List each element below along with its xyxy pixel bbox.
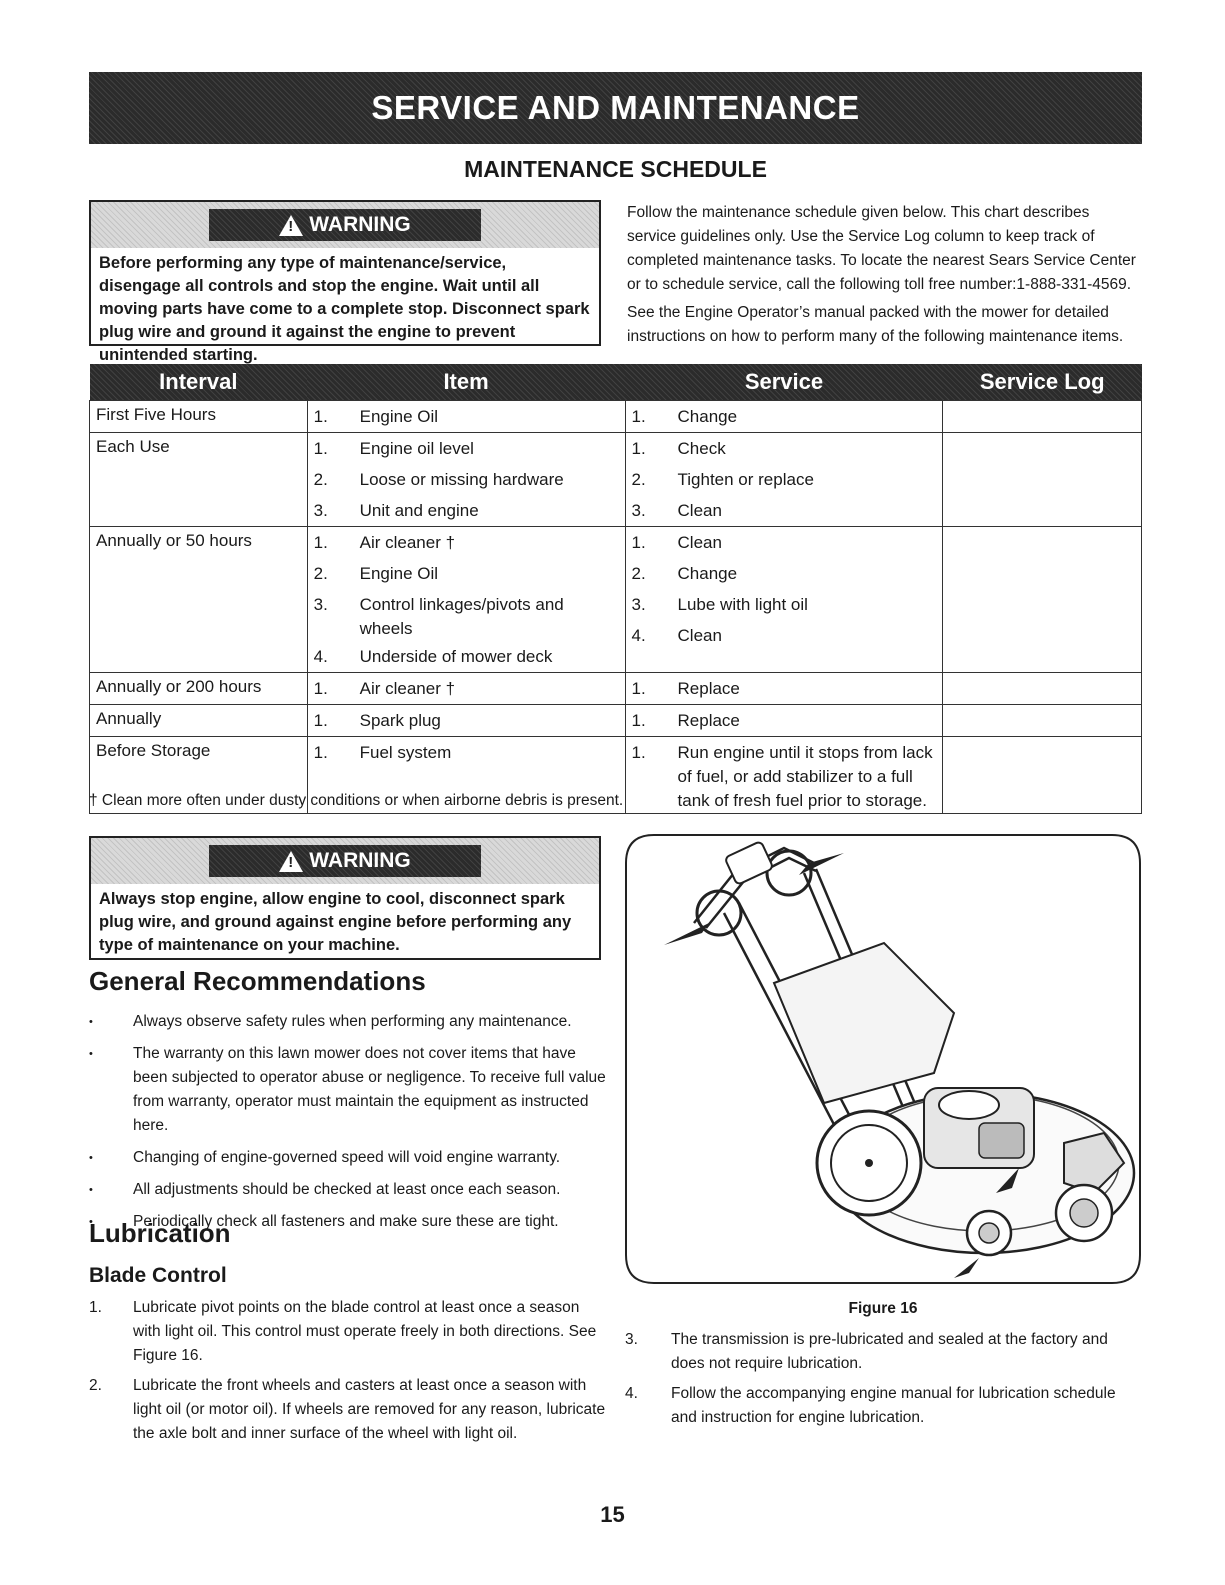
list-item: 4. Follow the accompanying engine manual for lubrication schedule and instruction for engine lubrication.: [625, 1385, 1116, 1426]
item-cell: [307, 527, 625, 673]
service-cell: [625, 673, 943, 705]
table-row: [90, 705, 1142, 737]
table-footnote: † Clean more often under dusty conditions or when airborne debris is present.: [89, 792, 624, 809]
list-item: • All adjustments should be checked at least once each season.: [89, 1178, 609, 1202]
warning-header: [91, 838, 599, 884]
lubrication-steps-right: [625, 1328, 1145, 1436]
cell-line: 1. Air cleaner †: [313, 533, 456, 552]
section-banner: [89, 72, 1142, 144]
service-cell: [625, 705, 943, 737]
service-log-cell[interactable]: [943, 527, 1142, 673]
column-header-item: Item: [443, 369, 489, 394]
warning-text: Always stop engine, allow engine to cool, disconnect spark plug wire, and ground against engine before performing any type of maintenance on your machine.: [99, 890, 572, 954]
cell-line: 4. Clean: [631, 626, 722, 645]
cell-line: 1. Clean: [631, 533, 722, 552]
service-cell: [625, 433, 943, 527]
service-log-cell[interactable]: [943, 673, 1142, 705]
cell-line: 1. Spark plug: [313, 711, 441, 730]
list-item: 2. Lubricate the front wheels and casters at least once a season with light oil (or motor oil). If wheels are removed for any reason, lubricate the axle bolt and inner surface of the wheel with light oil.: [89, 1377, 606, 1442]
cell-line: 1. Change: [631, 407, 738, 426]
column-header-service: Service: [744, 369, 824, 394]
cell-line: 1. Replace: [631, 711, 740, 730]
warning-label: WARNING: [309, 849, 411, 872]
warning-triangle-icon: [279, 851, 303, 872]
general-recommendations-list: [89, 1010, 609, 1242]
table-row: [90, 433, 1142, 527]
maintenance-schedule-table: [89, 364, 1142, 814]
cell-line: 1. Check: [631, 439, 726, 458]
page-number: 15: [600, 1502, 625, 1527]
lawn-mower-illustration: [624, 833, 1142, 1285]
service-cell: [625, 401, 943, 433]
cell-line: 1. Engine oil level: [313, 439, 474, 458]
cell-line: 1. Engine Oil: [313, 407, 439, 426]
list-item: 1. Lubricate pivot points on the blade control at least once a season with light oil. This control must operate freely in both directions. See Figure 16.: [89, 1299, 597, 1364]
warning-header: [91, 202, 599, 248]
interval-cell: First Five Hours: [90, 401, 308, 433]
cell-line: 2. Change: [631, 564, 738, 583]
list-item: • The warranty on this lawn mower does not cover items that have been subjected to operator abuse or negligence. To receive full value from warranty, operator must maintain the equipment as instructed here.: [89, 1042, 609, 1138]
cell-line: 1. Run engine until it stops from lack of fuel, or add stabilizer to a full tank of fresh fuel prior to storage.: [631, 743, 933, 810]
list-item: 3. The transmission is pre-lubricated and sealed at the factory and does not require lubrication.: [625, 1331, 1108, 1372]
service-log-cell[interactable]: [943, 705, 1142, 737]
list-item: • Changing of engine-governed speed will void engine warranty.: [89, 1146, 609, 1170]
interval-cell: Annually or 50 hours: [90, 527, 308, 673]
list-item: • Always observe safety rules when performing any maintenance.: [89, 1010, 609, 1034]
cell-line: 3. Unit and engine: [313, 501, 479, 520]
interval-cell: Annually or 200 hours: [90, 673, 308, 705]
cell-line: 3. Clean: [631, 501, 722, 520]
item-cell: [307, 401, 625, 433]
cell-line: 2. Loose or missing hardware: [313, 470, 564, 489]
interval-cell: Before Storage: [90, 737, 308, 814]
interval-cell: Each Use: [90, 433, 308, 527]
column-header-interval: Interval: [159, 369, 238, 394]
table-row: [90, 673, 1142, 705]
service-cell: [625, 737, 943, 814]
item-cell: [307, 433, 625, 527]
cell-line: 1. Fuel system: [313, 743, 452, 762]
lubrication-steps-left: [89, 1296, 609, 1452]
figure-caption: Figure 16: [848, 1300, 918, 1317]
blade-control-subheading: Blade Control: [89, 1264, 227, 1287]
service-log-cell[interactable]: [943, 433, 1142, 527]
intro-paragraph: Follow the maintenance schedule given below. This chart describes service guidelines only. Use the Service Log column to keep track of completed maintenance tasks. To locate the nearest Sears Service Center or to schedule service, call the following toll free number:1-888-331-4569.: [627, 204, 1136, 293]
schedule-title: MAINTENANCE SCHEDULE: [464, 156, 767, 182]
section-title: SERVICE AND MAINTENANCE: [371, 89, 860, 126]
cell-line: 4. Underside of mower deck: [313, 647, 553, 666]
lubrication-heading: Lubrication: [89, 1218, 231, 1248]
table-row: [90, 401, 1142, 433]
item-cell: [307, 673, 625, 705]
warning-box-bottom: [89, 836, 601, 960]
warning-box-top: [89, 200, 601, 364]
warning-text: Before performing any type of maintenance/service, disengage all controls and stop the engine. Wait until all moving parts have come to a complete stop. Disconnect spark plug wire and ground it against the engine to prevent unintended starting.: [99, 254, 590, 364]
service-log-cell[interactable]: [943, 401, 1142, 433]
cell-line: 2. Engine Oil: [313, 564, 439, 583]
cell-line: 1. Replace: [631, 679, 740, 698]
cell-line: 3. Lube with light oil: [631, 595, 808, 614]
cell-line: 3. Control linkages/pivots and wheels: [313, 595, 564, 638]
column-header-service-log: Service Log: [979, 369, 1105, 394]
general-recommendations-heading: General Recommendations: [89, 966, 426, 996]
item-cell: [307, 705, 625, 737]
cell-line: 2. Tighten or replace: [631, 470, 814, 489]
service-cell: [625, 527, 943, 673]
figure-16-illustration: [624, 833, 1142, 1285]
intro-text: [627, 201, 1142, 353]
intro-paragraph: See the Engine Operator’s manual packed with the mower for detailed instructions on how to perform many of the following maintenance items.: [627, 304, 1124, 345]
warning-label: WARNING: [309, 213, 411, 236]
warning-triangle-icon: [279, 215, 303, 236]
cell-line: 1. Air cleaner †: [313, 679, 456, 698]
list-item: • Periodically check all fasteners and make sure these are tight.: [89, 1210, 609, 1234]
table-row: [90, 527, 1142, 673]
service-log-cell[interactable]: [943, 737, 1142, 814]
interval-cell: Annually: [90, 705, 308, 737]
table-header-row: [90, 364, 1142, 401]
